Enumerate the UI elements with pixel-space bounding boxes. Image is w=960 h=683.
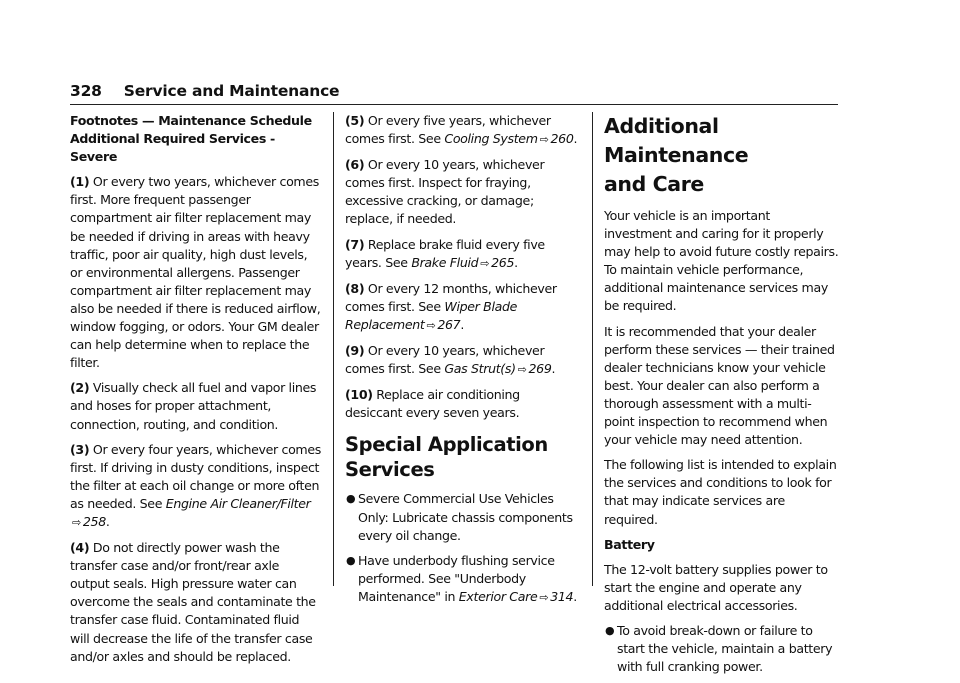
footnote-text: Or every four years, whichever comes first. If driving in dusty conditions, inspect the filter at each oil change or more often as needed. See (70, 441, 321, 511)
paragraph: The 12-volt battery supplies power to start the engine and operate any additional electrical accessories. (604, 561, 828, 613)
bullet-dot-icon: ● (605, 623, 615, 637)
page-reference-arrow-icon: ⇨ (72, 515, 81, 529)
cross-reference-page[interactable]: 265 (491, 254, 515, 270)
page-reference-arrow-icon: ⇨ (480, 256, 490, 270)
footnote-number: (5) (345, 113, 365, 128)
footnote-item: (7) Replace brake fluid every five years. See Brake Fluid ⇨ 265. (345, 236, 545, 270)
cross-reference-link[interactable]: Engine Air Cleaner/Filter (165, 495, 311, 511)
cross-reference-page[interactable]: 314 (550, 588, 574, 604)
footnote-text: Replace brake fluid every five years. See (345, 236, 545, 270)
header-rule (70, 104, 838, 105)
bullet-dot-icon: ● (346, 492, 356, 506)
page-reference-arrow-icon: ⇨ (539, 590, 549, 604)
cross-reference-page[interactable]: 269 (528, 361, 552, 377)
footnote-number: (3) (70, 441, 90, 457)
footnote-text: Or every five years, whichever comes first. See (345, 113, 551, 147)
bullet-list (604, 622, 840, 676)
cross-reference-link[interactable]: Exterior Care (458, 588, 538, 604)
column-2 (345, 112, 580, 614)
footnote-item (345, 156, 580, 228)
footnote-number: (4) (70, 540, 90, 556)
page-reference-arrow-icon: ⇨ (539, 133, 549, 147)
footnote-text: Or every 12 months, whichever comes first. See (345, 280, 557, 314)
cross-reference-page[interactable]: 267 (437, 316, 461, 332)
column-divider (592, 112, 593, 586)
footnote-item (70, 539, 322, 666)
footnote-number: (8) (345, 280, 365, 296)
page-number: 328 (70, 82, 102, 100)
footnote-number: (10) (345, 387, 373, 403)
footnote-item (70, 173, 322, 372)
list-item: ● Severe Commercial Use Vehicles Only: Lubricate chassis components every oil change. (346, 491, 573, 543)
footnotes-title: Footnotes — Maintenance Schedule Additional Required Services - Severe (70, 113, 312, 165)
footnote-number: (7) (345, 236, 365, 252)
cross-reference-link[interactable]: Brake Fluid (411, 254, 479, 270)
subheading: Battery (604, 536, 655, 552)
paragraph: Your vehicle is an important investment and caring for it properly may help to avoid future costly repairs. To maintain vehicle performance, additional maintenance services may be required. (604, 208, 839, 314)
footnote-item (70, 379, 322, 433)
list-item: ● To avoid break-down or failure to start the vehicle, maintain a battery with full cranking power. (605, 622, 833, 675)
column-1 (70, 112, 322, 673)
bullet-list (345, 490, 580, 607)
footnote-item: (8) Or every 12 months, whichever comes first. See Wiper Blade Replacement ⇨ 267. (345, 280, 557, 332)
footnote-item (345, 386, 580, 422)
cross-reference-link[interactable]: Gas Strut(s) (444, 361, 516, 377)
footnote-number: (9) (345, 343, 365, 359)
footnote-item: (5) Or every five years, whichever comes first. See Cooling System ⇨ 260. (345, 113, 578, 147)
column-3 (604, 112, 840, 683)
bullet-dot-icon: ● (346, 553, 356, 567)
footnote-text: Visually check all fuel and vapor lines and hoses for proper attachment, connection, routing, and condition. (70, 380, 317, 432)
footnote-text: Or every 10 years, whichever comes first. See (345, 343, 545, 377)
footnote-item: (9) Or every 10 years, whichever comes first. See Gas Strut(s) ⇨ 269. (345, 343, 556, 377)
paragraph: The following list is intended to explain the services and conditions to look for that may indicate services are required. (604, 457, 837, 527)
footnote-text: Or every 10 years, whichever comes first. Inspect for fraying, excessive cracking, or damage; replace, if needed. (345, 157, 545, 227)
list-item: ● Have underbody flushing service performed. See "Underbody Maintenance" in Exterior Care ⇨ 314. (346, 552, 577, 604)
footnote-text: Replace air conditioning desiccant every seven years. (345, 387, 520, 421)
page-header (70, 82, 838, 100)
section-heading: Special Application Services (345, 433, 548, 482)
footnote-number: (2) (70, 380, 90, 396)
section-heading: Additional Maintenance and Care (604, 114, 749, 196)
chapter-title: Service and Maintenance (123, 82, 340, 100)
cross-reference-link[interactable]: Wiper Blade Replacement (345, 298, 517, 332)
page-reference-arrow-icon: ⇨ (517, 363, 527, 377)
paragraph: It is recommended that your dealer perform these services — their trained dealer technicians know your vehicle best. Your dealer can also perform a thorough assessment with a multi-point inspection to recommend when your vehicle may need attention. (604, 323, 835, 448)
cross-reference-page[interactable]: 260 (550, 131, 574, 147)
page-reference-arrow-icon: ⇨ (426, 318, 436, 332)
footnote-text: Or every two years, whichever comes first. More frequent passenger compartment air filter replacement may be needed if driving in areas with heavy traffic, poor air quality, high dust levels, or environmental allergens. Passenger compartment air filter replacement may also be needed if there is reduced airflow, window fogging, or odors. Your GM dealer can help determine when to replace the filter. (70, 174, 321, 371)
column-divider (333, 112, 334, 586)
footnote-text: Do not directly power wash the transfer case and/or front/rear axle output seals. High pressure water can overcome the seals and contaminate the transfer case fluid. Contaminated fluid will decrease the life of the transfer case and/or axles and should be replaced. (70, 540, 316, 664)
footnote-number: (1) (70, 174, 90, 190)
footnote-number: (6) (345, 157, 365, 173)
cross-reference-link[interactable]: Cooling System (444, 131, 538, 147)
cross-reference-page[interactable]: 258 (82, 513, 106, 529)
footnote-item: (3) Or every four years, whichever comes first. If driving in dusty conditions, inspect the filter at each oil change or more often as needed. See Engine Air Cleaner/Filter ⇨ 258. (70, 441, 321, 529)
